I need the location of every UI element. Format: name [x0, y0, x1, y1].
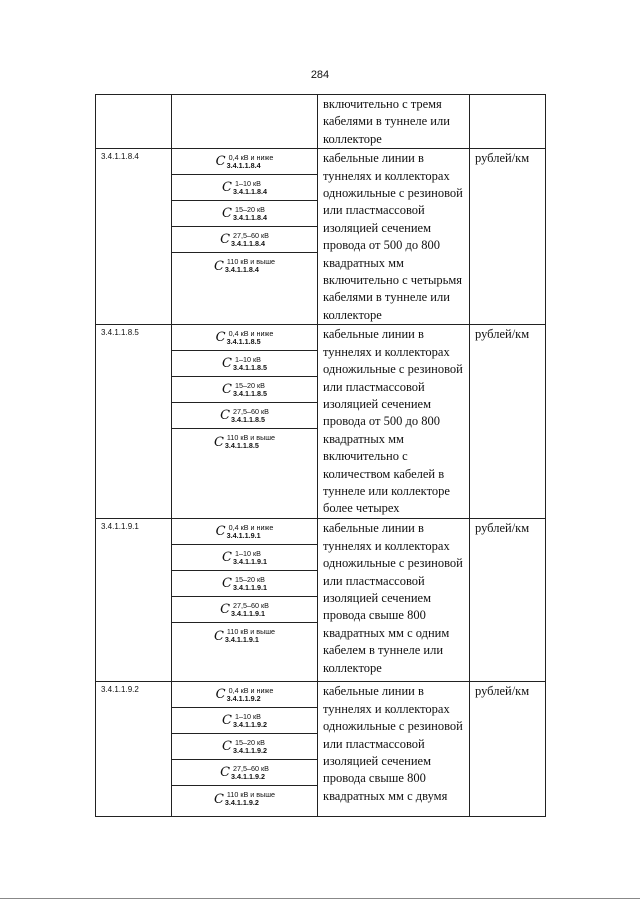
code-subscript: 3.4.1.1.9.1	[226, 530, 261, 540]
code-subscript: 3.4.1.1.9.1	[231, 608, 265, 618]
page-edge-line	[0, 898, 640, 899]
symbol-cell	[172, 682, 318, 817]
unit-cell	[470, 519, 546, 682]
voltage-superscript: 27,5–60 кВ	[233, 406, 269, 416]
page-number: 284	[310, 69, 330, 81]
code-subscript: 3.4.1.1.8.5	[232, 362, 267, 372]
voltage-superscript: 15–20 кВ	[234, 737, 265, 747]
table-row	[96, 149, 546, 325]
code-cell	[96, 149, 172, 325]
voltage-superscript: 1–10 кВ	[234, 548, 261, 558]
rate-symbol-list	[172, 682, 317, 812]
rate-symbol-letter: C	[220, 602, 231, 618]
code-subscript: 3.4.1.1.8.4	[226, 160, 261, 170]
item-code	[96, 95, 171, 98]
rate-symbol	[172, 682, 317, 708]
rate-symbol-letter: C	[222, 713, 232, 729]
rate-symbol-index	[233, 576, 267, 592]
voltage-superscript: 1–10 кВ	[234, 354, 261, 364]
voltage-superscript: 110 кВ и выше	[226, 790, 276, 800]
voltage-superscript: 110 кВ и выше	[226, 433, 276, 443]
voltage-superscript: 27,5–60 кВ	[233, 600, 269, 610]
voltage-superscript: 0,4 кВ и ниже	[228, 152, 274, 162]
rate-symbol-letter: C	[222, 576, 232, 592]
rate-symbol-index	[227, 154, 274, 170]
code-cell	[96, 95, 172, 149]
code-subscript: 3.4.1.1.8.4	[224, 265, 259, 275]
unit-cell	[470, 149, 546, 325]
code-subscript: 3.4.1.1.9.2	[232, 719, 267, 729]
code-cell	[96, 519, 172, 682]
voltage-superscript: 15–20 кВ	[234, 574, 265, 584]
symbol-cell	[172, 325, 318, 519]
rate-symbol	[172, 351, 317, 377]
symbol-cell	[172, 95, 318, 149]
rate-symbol	[172, 597, 317, 623]
item-description: включительно с тремя кабелями в туннеле или коллекторе	[323, 97, 450, 146]
table-row	[96, 325, 546, 519]
rate-symbol-letter: C	[222, 550, 232, 566]
voltage-superscript: 1–10 кВ	[234, 178, 261, 188]
unit-cell	[470, 325, 546, 519]
rate-symbol	[172, 149, 317, 175]
rate-symbol-index	[233, 550, 267, 566]
code-subscript: 3.4.1.1.9.2	[224, 798, 259, 808]
rate-symbol-index	[225, 258, 275, 274]
rate-symbol-index	[233, 713, 267, 729]
code-subscript: 3.4.1.1.8.5	[224, 441, 259, 451]
item-unit: рублей/км	[475, 151, 530, 166]
rate-symbol	[172, 760, 317, 786]
code-subscript: 3.4.1.1.8.5	[231, 414, 265, 424]
rate-symbol-index	[231, 602, 269, 618]
rate-symbol-index	[227, 524, 274, 540]
table-row	[96, 95, 546, 149]
rate-symbol-letter: C	[222, 180, 232, 196]
rate-symbol-index	[227, 687, 274, 703]
rate-symbol-letter: C	[220, 232, 231, 248]
rate-symbol-letter: C	[220, 408, 231, 424]
rates-table	[95, 94, 546, 817]
rate-symbol-index	[225, 791, 275, 807]
rate-symbol-letter: C	[222, 356, 232, 372]
code-subscript: 3.4.1.1.9.2	[226, 693, 261, 703]
rate-symbol-index	[225, 434, 275, 450]
voltage-superscript: 0,4 кВ и ниже	[228, 328, 274, 338]
rate-symbol-index	[233, 206, 267, 222]
rate-symbol-index	[233, 739, 267, 755]
rate-symbol-letter: C	[213, 628, 224, 644]
rate-symbol	[172, 175, 317, 201]
rate-symbol-index	[227, 330, 274, 346]
description-cell	[318, 95, 470, 149]
code-subscript: 3.4.1.1.8.4	[232, 212, 267, 222]
rate-symbol-list	[172, 519, 317, 649]
description-cell	[318, 149, 470, 325]
rate-symbol-list	[172, 149, 317, 279]
rate-symbol	[172, 253, 317, 279]
voltage-superscript: 110 кВ и выше	[226, 627, 276, 637]
rate-symbol-letter: C	[222, 382, 232, 398]
rate-symbol-letter: C	[215, 330, 226, 346]
voltage-superscript: 0,4 кВ и ниже	[228, 522, 274, 532]
rate-symbol	[172, 429, 317, 455]
code-subscript: 3.4.1.1.9.2	[232, 745, 267, 755]
rate-symbol-list	[172, 325, 317, 455]
voltage-superscript: 27,5–60 кВ	[233, 763, 269, 773]
description-cell	[318, 519, 470, 682]
rate-symbol-index	[233, 356, 267, 372]
item-description: кабельные линии в туннелях и коллекторах одножильные с резиновой или пластмассовой изоляцией сечением провода свыше 800 квадратных мм с двумя	[323, 684, 463, 803]
item-code: 3.4.1.1.8.4	[101, 152, 139, 162]
code-subscript: 3.4.1.1.8.4	[231, 238, 265, 248]
item-code: 3.4.1.1.9.2	[101, 685, 139, 695]
unit-cell	[470, 95, 546, 149]
code-subscript: 3.4.1.1.8.5	[232, 388, 267, 398]
rate-symbol	[172, 227, 317, 253]
item-description: кабельные линии в туннелях и коллекторах одножильные с резиновой или пластмассовой изоляцией сечением провода от 500 до 800 квадратных мм включительно с четырьмя кабелями в туннеле или коллекторе	[323, 151, 463, 322]
voltage-superscript: 15–20 кВ	[234, 380, 265, 390]
code-subscript: 3.4.1.1.9.1	[224, 635, 259, 645]
rate-symbol-letter: C	[213, 258, 224, 274]
code-cell	[96, 682, 172, 817]
item-unit	[470, 95, 545, 96]
table-row	[96, 682, 546, 817]
rate-symbol	[172, 403, 317, 429]
rate-symbol-letter: C	[215, 154, 226, 170]
table-body	[96, 95, 546, 817]
item-description: кабельные линии в туннелях и коллекторах одножильные с резиновой или пластмассовой изоляцией сечением провода от 500 до 800 квадратных мм включительно с количеством кабелей в туннеле или коллекторе более четырех	[323, 327, 463, 516]
description-cell	[318, 682, 470, 817]
voltage-superscript: 15–20 кВ	[234, 204, 265, 214]
rate-symbol-index	[233, 180, 267, 196]
rate-symbol	[172, 201, 317, 227]
code-subscript: 3.4.1.1.8.4	[232, 186, 267, 196]
item-code: 3.4.1.1.8.5	[101, 328, 139, 338]
rate-symbol-index	[231, 232, 269, 248]
rate-symbol	[172, 571, 317, 597]
item-unit: рублей/км	[475, 684, 530, 699]
rate-symbol	[172, 519, 317, 545]
description-cell	[318, 325, 470, 519]
code-subscript: 3.4.1.1.9.2	[231, 771, 265, 781]
code-cell	[96, 325, 172, 519]
unit-cell	[470, 682, 546, 817]
voltage-superscript: 110 кВ и выше	[226, 257, 276, 267]
table-row	[96, 519, 546, 682]
rate-symbol-letter: C	[213, 791, 224, 807]
item-unit: рублей/км	[475, 327, 530, 342]
rate-symbol-letter: C	[222, 206, 232, 222]
rate-symbol	[172, 786, 317, 812]
rate-symbol-letter: C	[220, 765, 231, 781]
rate-symbol	[172, 734, 317, 760]
rate-symbol-letter: C	[213, 434, 224, 450]
rate-symbol	[172, 325, 317, 351]
voltage-superscript: 0,4 кВ и ниже	[228, 685, 274, 695]
rate-symbol-letter: C	[215, 524, 226, 540]
code-subscript: 3.4.1.1.9.1	[232, 582, 267, 592]
rate-symbol-index	[233, 382, 267, 398]
rate-symbol	[172, 545, 317, 571]
rate-symbol-index	[225, 628, 275, 644]
item-code: 3.4.1.1.9.1	[101, 522, 139, 532]
rate-symbol	[172, 623, 317, 649]
rate-symbol-index	[231, 765, 269, 781]
symbol-cell	[172, 519, 318, 682]
symbol-cell	[172, 149, 318, 325]
item-description: кабельные линии в туннелях и коллекторах одножильные с резиновой или пластмассовой изоляцией сечением провода свыше 800 квадратных мм с одним кабелем в туннеле или коллекторе	[323, 521, 463, 675]
voltage-superscript: 27,5–60 кВ	[233, 230, 269, 240]
rate-symbol-letter: C	[215, 687, 226, 703]
rate-symbol-letter: C	[222, 739, 232, 755]
rate-symbol-index	[231, 408, 269, 424]
item-unit: рублей/км	[475, 521, 530, 536]
voltage-superscript: 1–10 кВ	[234, 711, 261, 721]
rate-symbol	[172, 377, 317, 403]
code-subscript: 3.4.1.1.8.5	[226, 336, 261, 346]
rate-symbol	[172, 708, 317, 734]
code-subscript: 3.4.1.1.9.1	[232, 556, 267, 566]
